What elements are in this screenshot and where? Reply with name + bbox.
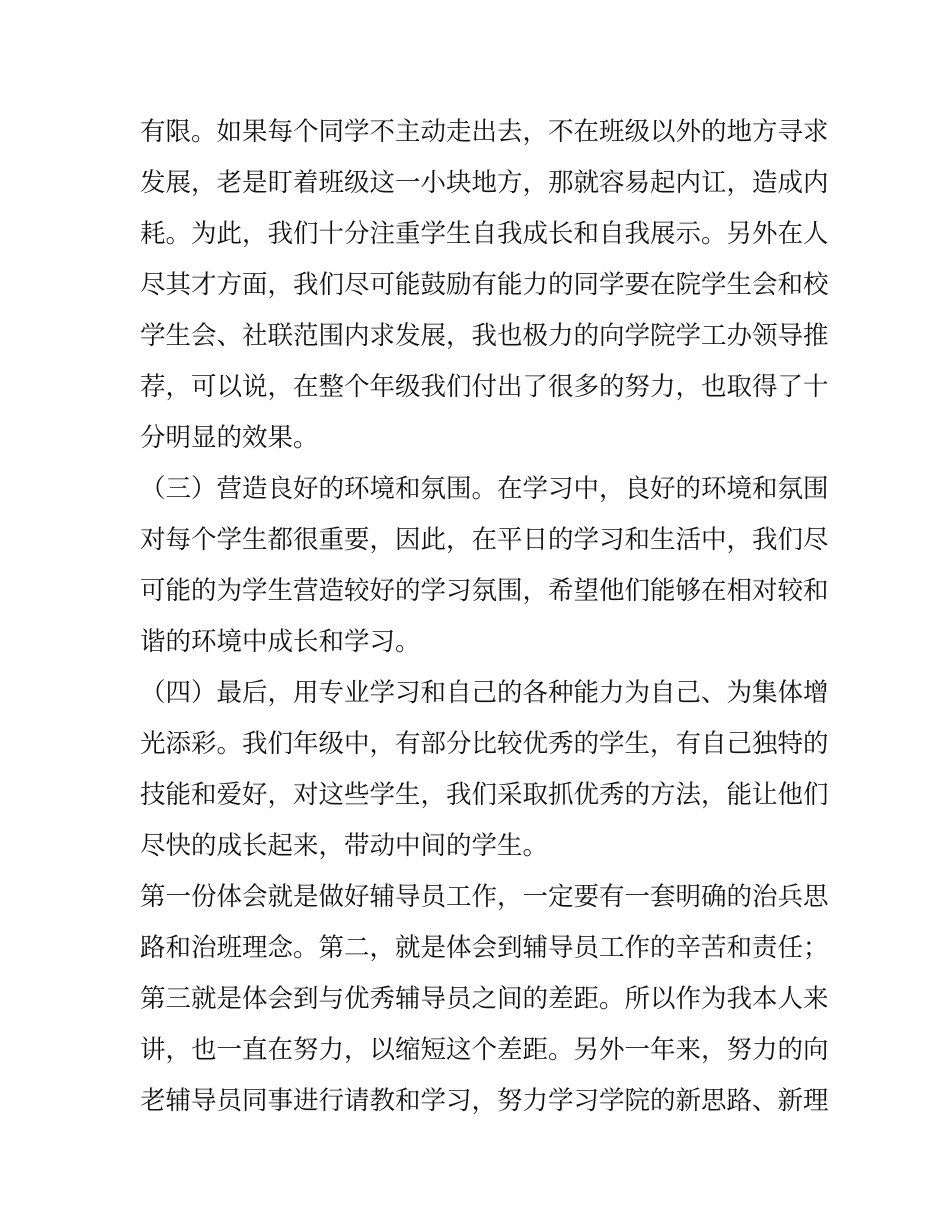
text-line: 老辅导员同事进行请教和学习，努力学习学院的新思路、新理 [140, 1086, 829, 1116]
text-line: 发展，老是盯着班级这一小块地方，那就容易起内讧，造成内 [140, 168, 829, 198]
text-line: 技能和爱好，对这些学生，我们采取抓优秀的方法，能让他们 [140, 780, 829, 810]
text-line: （四）最后，用专业学习和自己的各种能力为自己、为集体增 [140, 678, 829, 708]
text-line: 谐的环境中成长和学习。 [140, 627, 421, 657]
paragraph-reflections [140, 872, 829, 1127]
document-page [140, 107, 829, 1127]
text-line: 对每个学生都很重要，因此，在平日的学习和生活中，我们尽 [140, 525, 829, 555]
text-line: 分明显的效果。 [140, 423, 319, 453]
text-line: 尽快的成长起来，带动中间的学生。 [140, 831, 549, 861]
text-line: 耗。为此，我们十分注重学生自我成长和自我展示。另外在人 [140, 219, 829, 249]
text-line: 荐，可以说，在整个年级我们付出了很多的努力，也取得了十 [140, 372, 829, 402]
text-line: （三）营造良好的环境和氛围。在学习中，良好的环境和氛围 [140, 474, 829, 504]
text-line: 光添彩。我们年级中，有部分比较优秀的学生，有自己独特的 [140, 729, 829, 759]
text-line: 路和治班理念。第二，就是体会到辅导员工作的辛苦和责任； [140, 933, 829, 963]
text-line: 讲，也一直在努力，以缩短这个差距。另外一年来，努力的向 [140, 1035, 829, 1065]
text-line: 有限。如果每个同学不主动走出去，不在班级以外的地方寻求 [140, 117, 829, 147]
text-line: 第一份体会就是做好辅导员工作，一定要有一套明确的治兵思 [140, 882, 829, 912]
text-line: 学生会、社联范围内求发展，我也极力的向学院学工办领导推 [140, 321, 829, 351]
paragraph-section-three [140, 464, 829, 668]
paragraph-section-four [140, 668, 829, 872]
paragraph-continuation [140, 107, 829, 464]
text-line: 尽其才方面，我们尽可能鼓励有能力的同学要在院学生会和校 [140, 270, 829, 300]
text-line: 可能的为学生营造较好的学习氛围，希望他们能够在相对较和 [140, 576, 829, 606]
text-line: 第三就是体会到与优秀辅导员之间的差距。所以作为我本人来 [140, 984, 829, 1014]
